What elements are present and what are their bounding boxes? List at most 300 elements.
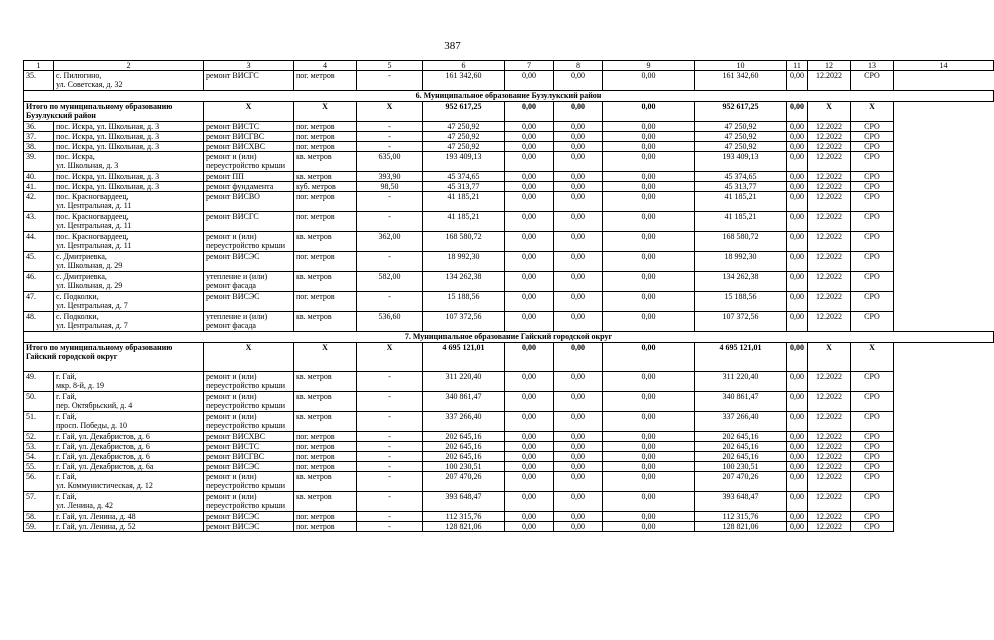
col11-value: 202 645,16 (695, 442, 787, 452)
completion-date: 12.2022 (808, 312, 851, 332)
total-col9: 0,00 (554, 343, 603, 372)
col12-value: 0,00 (787, 142, 808, 152)
address: пос. Красногвардеец, ул. Центральная, д. 11 (54, 192, 204, 212)
col12-value: 0,00 (787, 172, 808, 182)
address: г. Гай, просп. Победы, д. 10 (54, 412, 204, 432)
col10-value: 0,00 (603, 192, 695, 212)
total-cost: 18 992,30 (423, 252, 505, 272)
col10-value: 0,00 (603, 412, 695, 432)
unit: кв. метров (294, 492, 357, 512)
unit: кв. метров (294, 272, 357, 292)
column-number-3: 3 (204, 61, 294, 71)
unit: кв. метров (294, 312, 357, 332)
row-number: 50. (24, 392, 54, 412)
row-number: 59. (24, 522, 54, 532)
col12-value: 0,00 (787, 522, 808, 532)
col11-value: 202 645,16 (695, 432, 787, 442)
col9-value: 0,00 (554, 392, 603, 412)
col11-value: 15 188,56 (695, 292, 787, 312)
table-row (24, 412, 994, 432)
col12-value: 0,00 (787, 132, 808, 142)
col9-value: 0,00 (554, 372, 603, 392)
col10-value: 0,00 (603, 432, 695, 442)
address: г. Гай, ул. Ленина, д. 52 (54, 522, 204, 532)
address: пос. Искра, ул. Школьная, д. 3 (54, 182, 204, 192)
method: СРО (851, 232, 894, 252)
table-row (24, 212, 994, 232)
total-col10: 0,00 (603, 343, 695, 372)
col10-value: 0,00 (603, 472, 695, 492)
unit: кв. метров (294, 172, 357, 182)
table-row (24, 192, 994, 212)
completion-date: 12.2022 (808, 172, 851, 182)
row-number: 51. (24, 412, 54, 432)
completion-date: 12.2022 (808, 142, 851, 152)
work-type: ремонт ВИСГВС (204, 452, 294, 462)
address: с. Дмитриевка, ул. Школьная, д. 29 (54, 252, 204, 272)
col10-value: 0,00 (603, 312, 695, 332)
column-number-11: 11 (787, 61, 808, 71)
col9-value: 0,00 (554, 462, 603, 472)
col8-value: 0,00 (505, 232, 554, 252)
work-type: утепление и (или) ремонт фасада (204, 272, 294, 292)
completion-date: 12.2022 (808, 272, 851, 292)
col9-value: 0,00 (554, 152, 603, 172)
col8-value: 0,00 (505, 292, 554, 312)
table-row (24, 392, 994, 412)
unit: кв. метров (294, 152, 357, 172)
table-row (24, 312, 994, 332)
col11-value: 393 648,47 (695, 492, 787, 512)
total-cost: 100 230,51 (423, 462, 505, 472)
method: СРО (851, 292, 894, 312)
total-x-col13: X (808, 102, 851, 122)
completion-date: 12.2022 (808, 132, 851, 142)
unit: пог. метров (294, 71, 357, 91)
col12-value: 0,00 (787, 472, 808, 492)
col12-value: 0,00 (787, 432, 808, 442)
row-number: 37. (24, 132, 54, 142)
page-number: 387 (444, 40, 461, 52)
col9-value: 0,00 (554, 412, 603, 432)
column-number-6: 6 (423, 61, 505, 71)
quantity: - (357, 442, 423, 452)
method: СРО (851, 512, 894, 522)
col8-value: 0,00 (505, 142, 554, 152)
col8-value: 0,00 (505, 512, 554, 522)
col8-value: 0,00 (505, 182, 554, 192)
col9-value: 0,00 (554, 512, 603, 522)
method: СРО (851, 172, 894, 182)
total-col9: 0,00 (554, 102, 603, 122)
quantity: - (357, 212, 423, 232)
col8-value: 0,00 (505, 132, 554, 142)
quantity: - (357, 392, 423, 412)
unit: пог. метров (294, 292, 357, 312)
address: с. Дмитриевка, ул. Школьная, д. 29 (54, 272, 204, 292)
col11-value: 47 250,92 (695, 132, 787, 142)
col9-value: 0,00 (554, 132, 603, 142)
section-total-row (24, 102, 994, 122)
col11-value: 193 409,13 (695, 152, 787, 172)
section-heading-row (24, 91, 994, 102)
quantity: 393,90 (357, 172, 423, 182)
col12-value: 0,00 (787, 462, 808, 472)
col12-value: 0,00 (787, 312, 808, 332)
total-cost: 202 645,16 (423, 432, 505, 442)
total-label: Итого по муниципальному образованию Бузулукский район (24, 102, 204, 122)
col10-value: 0,00 (603, 122, 695, 132)
col12-value: 0,00 (787, 192, 808, 212)
col8-value: 0,00 (505, 252, 554, 272)
method: СРО (851, 462, 894, 472)
quantity: - (357, 132, 423, 142)
col12-value: 0,00 (787, 252, 808, 272)
total-cost: 15 188,56 (423, 292, 505, 312)
address: г. Гай, мкр. 8-й, д. 19 (54, 372, 204, 392)
col11-value: 202 645,16 (695, 452, 787, 462)
work-type: ремонт и (или) переустройство крыши (204, 372, 294, 392)
column-number-13: 13 (851, 61, 894, 71)
total-cost: 45 313,77 (423, 182, 505, 192)
col9-value: 0,00 (554, 212, 603, 232)
col8-value: 0,00 (505, 392, 554, 412)
address: г. Гай, ул. Декабристов, д. 6 (54, 432, 204, 442)
col10-value: 0,00 (603, 442, 695, 452)
col12-value: 0,00 (787, 232, 808, 252)
col10-value: 0,00 (603, 522, 695, 532)
completion-date: 12.2022 (808, 292, 851, 312)
column-number-5: 5 (357, 61, 423, 71)
col10-value: 0,00 (603, 132, 695, 142)
col8-value: 0,00 (505, 152, 554, 172)
col10-value: 0,00 (603, 292, 695, 312)
col10-value: 0,00 (603, 182, 695, 192)
total-cost: 128 821,06 (423, 522, 505, 532)
table-row (24, 152, 994, 172)
address: г. Гай, ул. Коммунистическая, д. 12 (54, 472, 204, 492)
col8-value: 0,00 (505, 272, 554, 292)
quantity: - (357, 122, 423, 132)
col9-value: 0,00 (554, 272, 603, 292)
total-x-col13: X (808, 343, 851, 372)
address: с. Подколки, ул. Центральная, д. 7 (54, 292, 204, 312)
quantity: - (357, 492, 423, 512)
table-row (24, 512, 994, 522)
work-type: ремонт ВИСЭС (204, 522, 294, 532)
col10-value: 0,00 (603, 232, 695, 252)
address: пос. Искра, ул. Школьная, д. 3 (54, 132, 204, 142)
address: пос. Искра, ул. Школьная, д. 3 (54, 122, 204, 132)
total-cost: 134 262,38 (423, 272, 505, 292)
col12-value: 0,00 (787, 442, 808, 452)
row-number: 39. (24, 152, 54, 172)
table-row (24, 432, 994, 442)
col11-value: 41 185,21 (695, 192, 787, 212)
row-number: 44. (24, 232, 54, 252)
quantity: - (357, 472, 423, 492)
total-cost: 161 342,60 (423, 71, 505, 91)
quantity: - (357, 372, 423, 392)
method: СРО (851, 522, 894, 532)
completion-date: 12.2022 (808, 452, 851, 462)
unit: пог. метров (294, 142, 357, 152)
col10-value: 0,00 (603, 252, 695, 272)
unit: куб. метров (294, 182, 357, 192)
row-number: 46. (24, 272, 54, 292)
completion-date: 12.2022 (808, 432, 851, 442)
col9-value: 0,00 (554, 122, 603, 132)
total-col8: 0,00 (505, 102, 554, 122)
method: СРО (851, 452, 894, 462)
completion-date: 12.2022 (808, 372, 851, 392)
address: г. Гай, ул. Декабристов, д. 6 (54, 452, 204, 462)
table-row (24, 272, 994, 292)
work-type: ремонт и (или) переустройство крыши (204, 152, 294, 172)
table-row (24, 472, 994, 492)
unit: пог. метров (294, 132, 357, 142)
col10-value: 0,00 (603, 392, 695, 412)
quantity: 536,60 (357, 312, 423, 332)
table-row (24, 232, 994, 252)
column-number-9: 9 (603, 61, 695, 71)
col9-value: 0,00 (554, 312, 603, 332)
completion-date: 12.2022 (808, 232, 851, 252)
col10-value: 0,00 (603, 452, 695, 462)
col8-value: 0,00 (505, 522, 554, 532)
col10-value: 0,00 (603, 372, 695, 392)
total-cost: 202 645,16 (423, 442, 505, 452)
row-number: 53. (24, 442, 54, 452)
row-number: 58. (24, 512, 54, 522)
section-heading: 6. Муниципальное образование Бузулукский район (24, 91, 994, 102)
work-type: ремонт и (или) переустройство крыши (204, 232, 294, 252)
method: СРО (851, 192, 894, 212)
col12-value: 0,00 (787, 512, 808, 522)
col11-value: 45 313,77 (695, 182, 787, 192)
work-type: ремонт ВИСЭС (204, 462, 294, 472)
total-cost: 47 250,92 (423, 142, 505, 152)
method: СРО (851, 442, 894, 452)
quantity: - (357, 192, 423, 212)
row-number: 38. (24, 142, 54, 152)
completion-date: 12.2022 (808, 122, 851, 132)
quantity: - (357, 142, 423, 152)
col12-value: 0,00 (787, 292, 808, 312)
col11-value: 18 992,30 (695, 252, 787, 272)
row-number: 48. (24, 312, 54, 332)
quantity: - (357, 292, 423, 312)
col9-value: 0,00 (554, 452, 603, 462)
work-type: ремонт ВИСТС (204, 442, 294, 452)
unit: пог. метров (294, 252, 357, 272)
total-cost: 41 185,21 (423, 212, 505, 232)
quantity: 635,00 (357, 152, 423, 172)
col8-value: 0,00 (505, 372, 554, 392)
table-row (24, 522, 994, 532)
work-type: ремонт и (или) переустройство крыши (204, 392, 294, 412)
work-type: утепление и (или) ремонт фасада (204, 312, 294, 332)
work-type: ремонт ВИСЭС (204, 252, 294, 272)
total-col12: 0,00 (787, 343, 808, 372)
method: СРО (851, 492, 894, 512)
work-type: ремонт и (или) переустройство крыши (204, 492, 294, 512)
total-col11: 952 617,25 (695, 102, 787, 122)
col12-value: 0,00 (787, 492, 808, 512)
completion-date: 12.2022 (808, 192, 851, 212)
completion-date: 12.2022 (808, 512, 851, 522)
col8-value: 0,00 (505, 312, 554, 332)
address: г. Гай, ул. Декабристов, д. 6а (54, 462, 204, 472)
col11-value: 47 250,92 (695, 142, 787, 152)
column-number-8: 8 (554, 61, 603, 71)
total-cost: 112 315,76 (423, 512, 505, 522)
unit: пог. метров (294, 212, 357, 232)
address: г. Гай, ул. Декабристов, д. 6 (54, 442, 204, 452)
address: пос. Искра, ул. Школьная, д. 3 (54, 172, 204, 182)
col9-value: 0,00 (554, 472, 603, 492)
col8-value: 0,00 (505, 452, 554, 462)
method: СРО (851, 372, 894, 392)
total-col12: 0,00 (787, 102, 808, 122)
total-cost: 168 580,72 (423, 232, 505, 252)
col9-value: 0,00 (554, 232, 603, 252)
row-number: 41. (24, 182, 54, 192)
col11-value: 311 220,40 (695, 372, 787, 392)
col11-value: 134 262,38 (695, 272, 787, 292)
total-cost: 207 470,26 (423, 472, 505, 492)
table-row (24, 452, 994, 462)
col10-value: 0,00 (603, 172, 695, 182)
table-row (24, 132, 994, 142)
col9-value: 0,00 (554, 192, 603, 212)
address: г. Гай, ул. Ленина, д. 42 (54, 492, 204, 512)
work-type: ремонт ВИСЭС (204, 512, 294, 522)
method: СРО (851, 142, 894, 152)
col11-value: 128 821,06 (695, 522, 787, 532)
repair-program-table (23, 60, 994, 532)
completion-date: 12.2022 (808, 492, 851, 512)
method: СРО (851, 432, 894, 442)
col9-value: 0,00 (554, 142, 603, 152)
total-cost: 393 648,47 (423, 492, 505, 512)
work-type: ремонт фундамента (204, 182, 294, 192)
column-number-14: 14 (894, 61, 994, 71)
address: пос. Красногвардеец, ул. Центральная, д. 11 (54, 232, 204, 252)
col9-value: 0,00 (554, 522, 603, 532)
unit: кв. метров (294, 372, 357, 392)
row-number: 47. (24, 292, 54, 312)
table-row (24, 442, 994, 452)
total-cost: 193 409,13 (423, 152, 505, 172)
unit: пог. метров (294, 442, 357, 452)
address: г. Гай, ул. Ленина, д. 48 (54, 512, 204, 522)
row-number: 56. (24, 472, 54, 492)
unit: кв. метров (294, 232, 357, 252)
total-cost: 47 250,92 (423, 122, 505, 132)
work-type: ремонт ПП (204, 172, 294, 182)
work-type: ремонт ВИСТС (204, 122, 294, 132)
total-cost: 311 220,40 (423, 372, 505, 392)
quantity: 582,00 (357, 272, 423, 292)
column-number-1: 1 (24, 61, 54, 71)
unit: кв. метров (294, 472, 357, 492)
col12-value: 0,00 (787, 122, 808, 132)
quantity: - (357, 71, 423, 91)
column-number-10: 10 (695, 61, 787, 71)
total-cost: 340 861,47 (423, 392, 505, 412)
section-total-row (24, 343, 994, 372)
work-type: ремонт ВИСХВС (204, 142, 294, 152)
col11-value: 168 580,72 (695, 232, 787, 252)
quantity: - (357, 512, 423, 522)
col11-value: 45 374,65 (695, 172, 787, 182)
col12-value: 0,00 (787, 272, 808, 292)
quantity: 98,50 (357, 182, 423, 192)
col12-value: 0,00 (787, 452, 808, 462)
unit: кв. метров (294, 412, 357, 432)
column-number-2: 2 (54, 61, 204, 71)
work-type: ремонт ВИСГВС (204, 132, 294, 142)
completion-date: 12.2022 (808, 522, 851, 532)
total-col10: 0,00 (603, 102, 695, 122)
row-number: 57. (24, 492, 54, 512)
col8-value: 0,00 (505, 71, 554, 91)
col12-value: 0,00 (787, 182, 808, 192)
quantity: - (357, 432, 423, 442)
col10-value: 0,00 (603, 142, 695, 152)
quantity: - (357, 522, 423, 532)
method: СРО (851, 71, 894, 91)
unit: пог. метров (294, 192, 357, 212)
total-x-col14: X (851, 102, 894, 122)
col10-value: 0,00 (603, 512, 695, 522)
table-row (24, 172, 994, 182)
col9-value: 0,00 (554, 252, 603, 272)
total-cost: 337 266,40 (423, 412, 505, 432)
total-x-col14: X (851, 343, 894, 372)
total-cost: 47 250,92 (423, 132, 505, 142)
method: СРО (851, 122, 894, 132)
col11-value: 47 250,92 (695, 122, 787, 132)
address: с. Подколки, ул. Центральная, д. 7 (54, 312, 204, 332)
col11-value: 340 861,47 (695, 392, 787, 412)
total-x-col5: X (357, 343, 423, 372)
total-x-col5: X (357, 102, 423, 122)
section-heading: 7. Муниципальное образование Гайский городской округ (24, 332, 994, 343)
unit: пог. метров (294, 462, 357, 472)
row-number: 45. (24, 252, 54, 272)
col11-value: 41 185,21 (695, 212, 787, 232)
col8-value: 0,00 (505, 122, 554, 132)
quantity: - (357, 412, 423, 432)
row-number: 43. (24, 212, 54, 232)
row-number: 52. (24, 432, 54, 442)
col9-value: 0,00 (554, 292, 603, 312)
method: СРО (851, 152, 894, 172)
completion-date: 12.2022 (808, 472, 851, 492)
col12-value: 0,00 (787, 372, 808, 392)
table-row (24, 492, 994, 512)
col12-value: 0,00 (787, 392, 808, 412)
unit: кв. метров (294, 392, 357, 412)
completion-date: 12.2022 (808, 462, 851, 472)
table-row (24, 122, 994, 132)
total-x-col3: X (204, 343, 294, 372)
col10-value: 0,00 (603, 152, 695, 172)
col11-value: 207 470,26 (695, 472, 787, 492)
col9-value: 0,00 (554, 442, 603, 452)
